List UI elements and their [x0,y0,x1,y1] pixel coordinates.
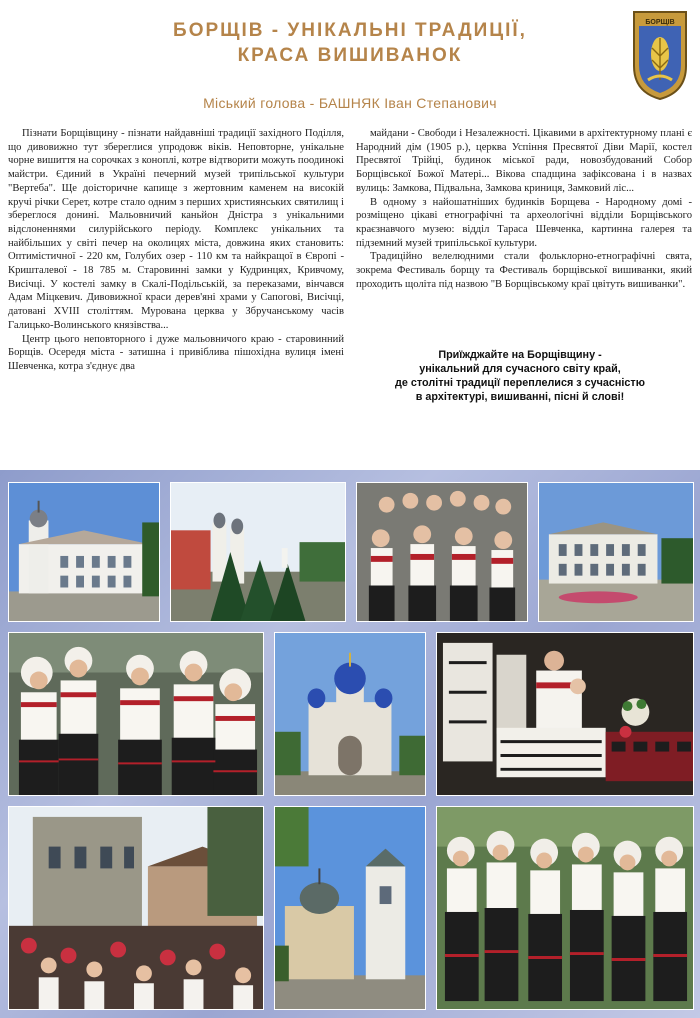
article-paragraph: Центр цього неповторного і дуже мальовничого краю - старовинний Борщів. Осередя міста - затишна і привіблива пішохідна вулиця імені Шевченка, котра з'єднує два [8,333,344,372]
invitation-line: в архітектурі, вишиванні, пісні й слові! [415,391,625,403]
article-column-right [356,127,692,291]
church-street-photo [170,482,346,622]
article-paragraph: Пізнати Борщівщину - пізнати найдавніші традиції західного Поділля, що дивовижно тут збереглися упродовж віків. Неповторне, унікальне чорне вишиття на сорочках з коноплі, котре відтворити можуть поодинокі майстри. Єдиний в Україні печерний музей трипільської культури "Вертеба". Ще доісторичне капище з жертовним каменем на високій кручі річки Серет, котре стало одним з перших християнських святилищ і збереглося донині. Мальовничий каньйон Дністра з унікальними відслоненнями силурійського періоду. Комплекс унікальних та найбільших у світі печер на околицях міста, довжина яких становить: Оптимістичної - 220 км, Голубих озер - 110 км та найкращої в Європі - Кришталевої - 18 785 м. Старовинні замки у Кудринцях, Кривчому, Висічці. У костелі замку в Скалі-Подільській, за переказами, вінчався Адам Міцкевич. Дивовижної краси дерев'яні храми у Сапогові, Висічці, датовані XVIII століттям. Мурована церква у Збручанському часів Галицько-Волинського князівства... [8,128,344,331]
white-palace-photo [8,482,160,622]
coat-of-arms-icon [630,8,690,102]
folk-dancers-photo [436,806,694,1010]
church-bell-tower-photo [274,806,426,1010]
title-line-2: КРАСА ВИШИВАНОК [237,45,463,66]
invitation-line: Приїжджайте на Борщівщину - [438,349,602,361]
church-crowd-photo [8,806,264,1010]
blue-dome-cathedral-photo [274,632,426,796]
photo-gallery [0,470,700,1018]
article-column-left [8,127,344,374]
article-paragraph: майдани - Свободи і Незалежності. Цікавими в архітектурному плані є Народний дім (1905 р.), церква Успіння Пресвятої Діви Марії, костел Пресвятої Трійці, будинок міської ради, новозбудований Собор Борщівської Божої Матері... Вікова спадщина зафіксована і в назвах вулиць: Замкова, Підвальна, Замкова криниця, Замковий ліс... [356,128,692,194]
invitation-block [370,348,670,404]
invitation-line: унікальний для сучасного світу край, [419,363,621,375]
title-line-1: БОРЩІВ - УНІКАЛЬНІ ТРАДИЦІЇ, [173,20,527,41]
embroidery-exhibition-photo [436,632,694,796]
article-paragraph: Традиційно велелюдними стали фольклорно-етнографічні свята, зокрема Фестиваль борщу та Фестиваль борщівської вишиванки, який проходить щоліта під назвою "В Борщівському краї цвітуть вишиванки". [356,251,692,290]
invitation-line: де столітні традиції переплелися з сучасністю [395,377,645,389]
article-paragraph: В одному з найошатніших будинків Борщева - Народному домі - розміщено цікаві етнографічні та археологічні відділи Борщівського краєзнавчого музею: відділ Тараса Шевченка, картинна галерея та підземний музей трипільської культури. [356,196,692,249]
emblem-label: БОРЩІВ [645,19,675,26]
government-building-photo [538,482,694,622]
women-choir-photo [356,482,528,622]
page-subtitle: Міський голова - БАШНЯК Іван Степанович [203,95,497,111]
costumed-women-photo [8,632,264,796]
page-title [100,18,600,68]
